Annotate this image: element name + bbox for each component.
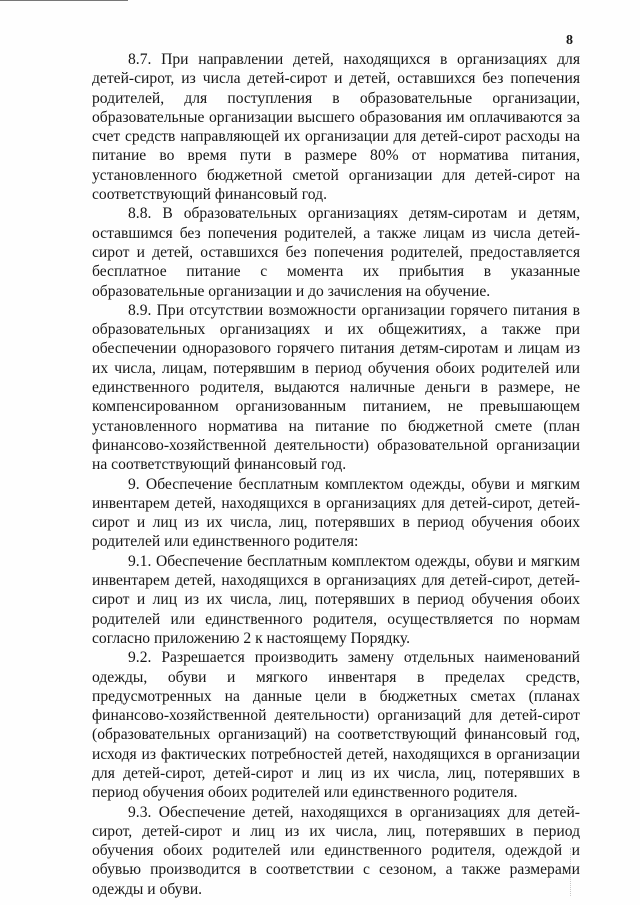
scan-margin-artifact	[570, 848, 572, 896]
header-rule	[0, 0, 128, 1]
paragraph-8-7: 8.7. При направлении детей, находящихся в организациях для детей-сирот, из числа детей-сирот и детей, оставшихся без попечения родителей, для поступления в образовательные организации, образовательные организации высшего образования им оплачиваются за счет средств направляющей их организации для детей-сирот расходы на питание во время пути в размере 80% от норматива питания, установленного бюджетной сметой организации для детей-сирот на соответствующий финансовый год.	[92, 51, 580, 204]
document-body	[92, 50, 580, 899]
paragraph-9-2: 9.2. Разрешается производить замену отдельных наименований одежды, обуви и мягкого инвентаря в пределах средств, предусмотренных на данные цели в бюджетных сметах (планах финансово-хозяйственной деятельности) организаций для детей-сирот (образовательных организаций) на соответствующий финансовый год, исходя из фактических потребностей детей, находящихся в организации для детей-сирот, детей-сирот и лиц из их числа, лиц, потерявших в период обучения обоих родителей или единственного родителя.	[92, 649, 580, 802]
page-number: 8	[566, 33, 573, 48]
paragraph-9-3: 9.3. Обеспечение детей, находящихся в организациях для детей-сирот, детей-сирот и лиц из их числа, лиц, потерявших в период обучения обоих родителей или единственного родителя, одеждой и обувью производится в соответствии с сезоном, а также размерами одежды и обуви.	[92, 803, 580, 898]
paragraph-9: 9. Обеспечение бесплатным комплектом одежды, обуви и мягким инвентарем детей, находящихся в организациях для детей-сирот, детей-сирот и лиц из их числа, лиц, потерявших в период обучения обоих родителей или единственного родителя:	[92, 475, 580, 551]
paragraph-8-8: 8.8. В образовательных организациях детям-сиротам и детям, оставшимся без попечения родителей, а также лицам из числа детей-сирот и детей, оставшихся без попечения родителей, предоставляется бесплатное питание с момента их прибытия в указанные образовательные организации и до зачисления на обучение.	[92, 205, 580, 300]
paragraph-8-9: 8.9. При отсутствии возможности организации горячего питания в образовательных организациях и их общежитиях, а также при обеспечении одноразового горячего питания детям-сиротам и лицам из их числа, лицам, потерявшим в период обучения обоих родителей или единственного родителя, выдаются наличные деньги в размере, не компенсированном организованным питанием, не превышающем установленного норматива на питание по бюджетной смете (план финансово-хозяйственной деятельности) образовательной организации на соответствующий финансовый год.	[92, 301, 580, 474]
paragraph-9-1: 9.1. Обеспечение бесплатным комплектом одежды, обуви и мягким инвентарем детей, находящихся в организациях для детей-сирот, детей-сирот и лиц из их числа, лиц, потерявших в период обучения обоих родителей или единственного родителя, осуществляется по нормам согласно приложению 2 к настоящему Порядку.	[92, 552, 580, 647]
